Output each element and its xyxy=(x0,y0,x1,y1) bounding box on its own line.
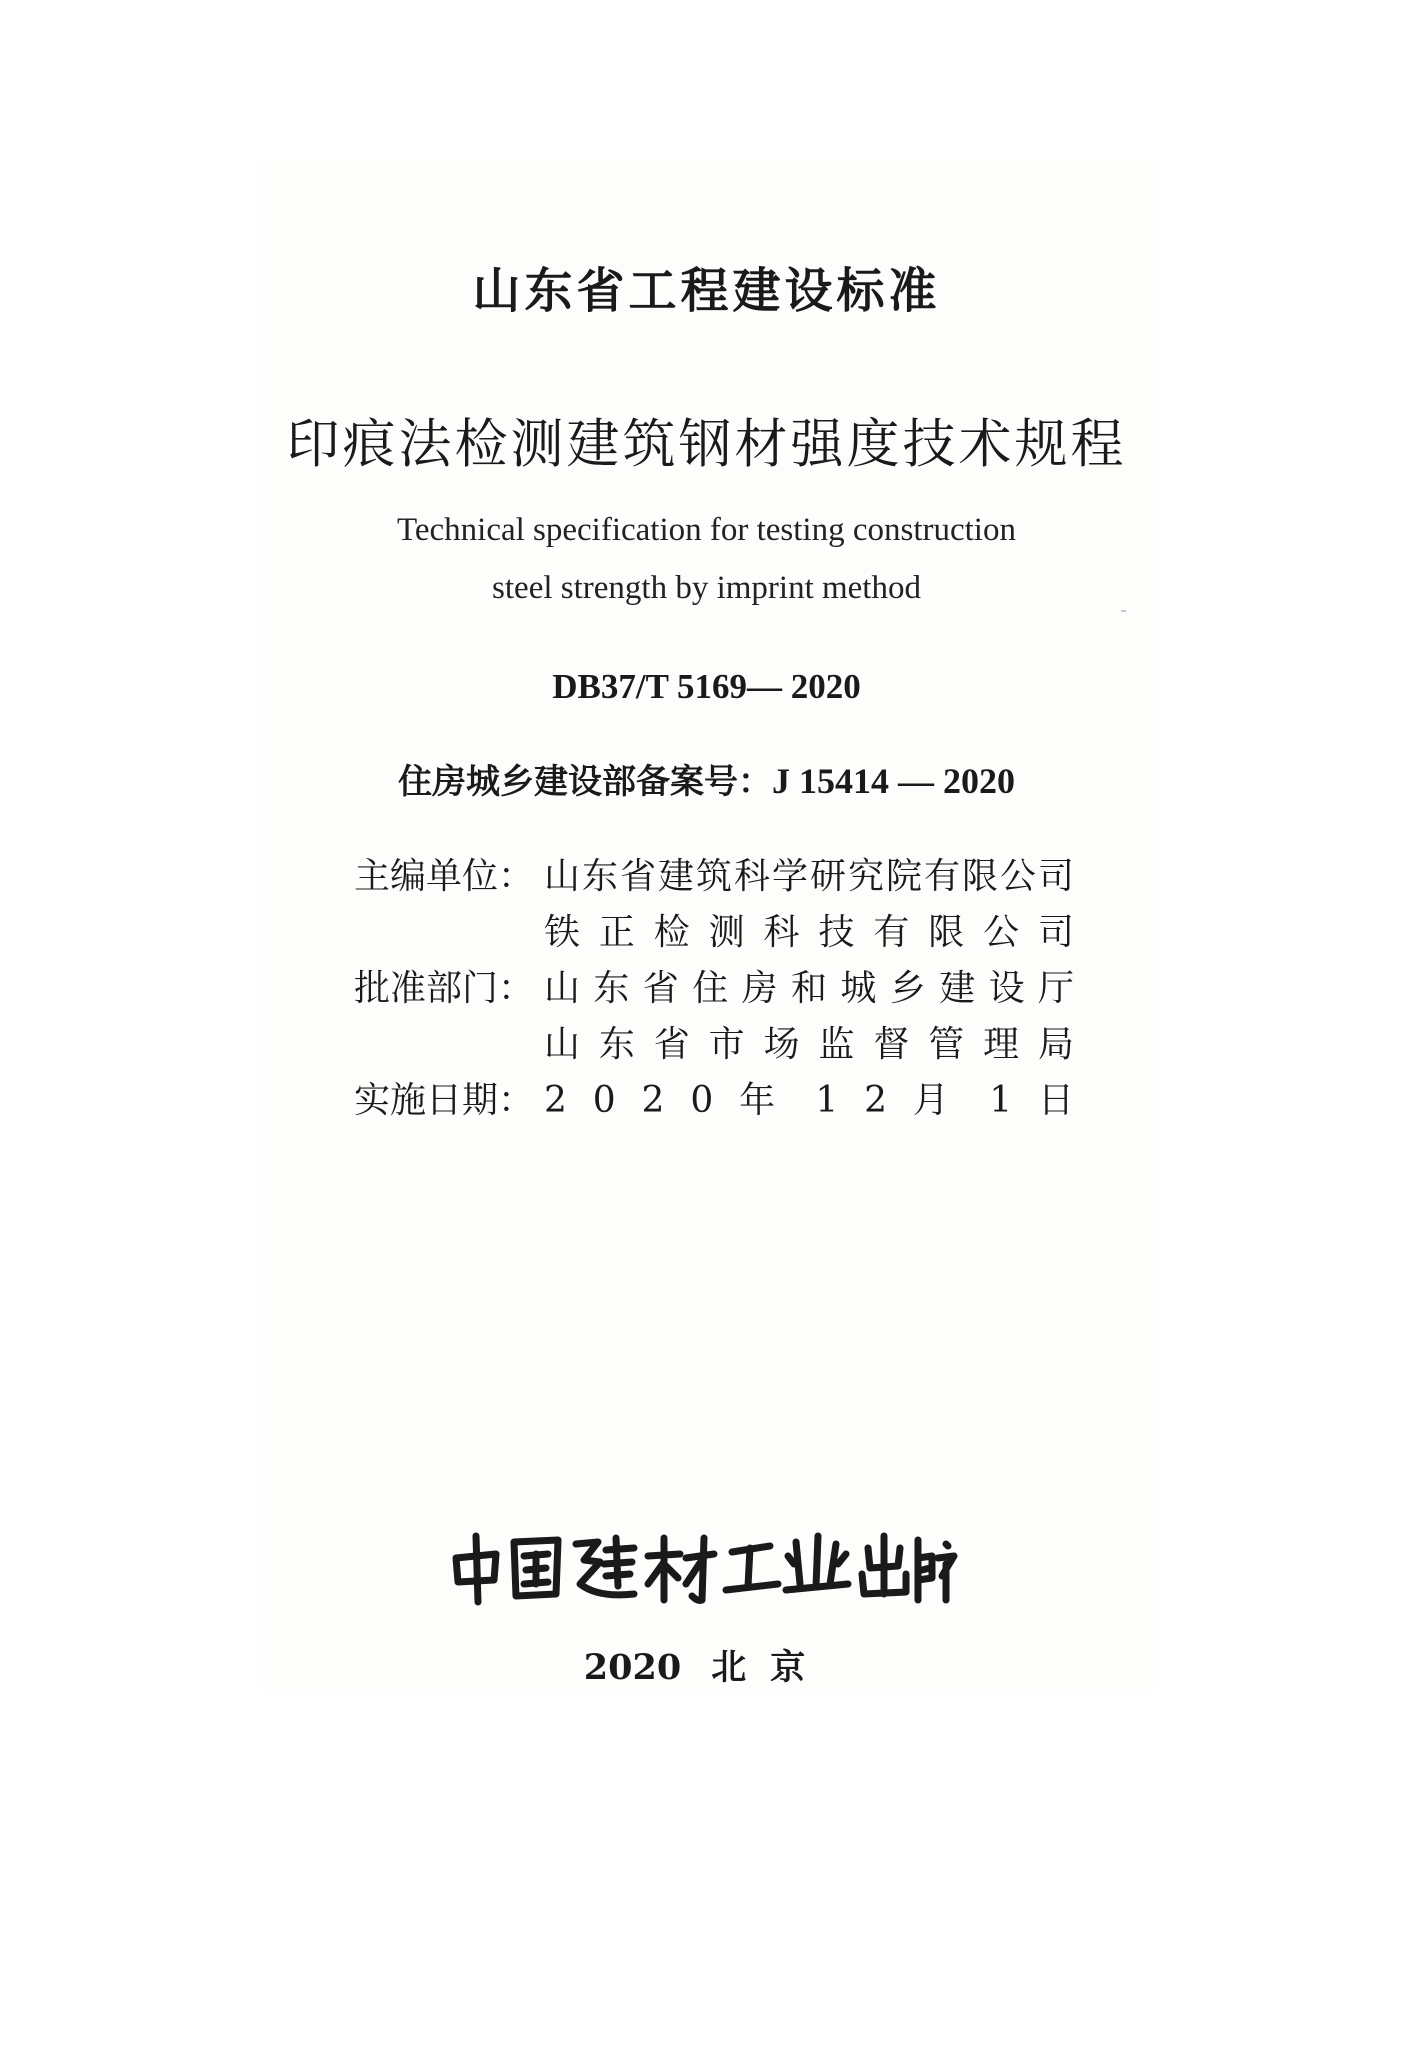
info-value-editor-2: 铁 正 检 测 科 技 有 限 公 司 xyxy=(544,911,1074,953)
record-number-label: 住房城乡建设部备案号： xyxy=(398,762,772,802)
info-row-effective-date xyxy=(354,1069,1074,1125)
document-title-english-line-1: Technical specification for testing construction xyxy=(397,512,1016,548)
info-row-approver xyxy=(354,957,1074,1013)
publisher-logo-svg xyxy=(448,1528,968,1608)
info-value-approver-2: 山 东 省 市 场 监 督 管 理 局 xyxy=(544,1023,1074,1065)
document-title-english-line-2: steel strength by imprint method xyxy=(492,570,921,606)
standard-number: DB37/T 5169— 2020 xyxy=(552,667,861,706)
info-row-editor-2 xyxy=(354,901,1074,957)
document-title-chinese: 印痕法检测建筑钢材强度技术规程 xyxy=(286,414,1127,475)
info-label-approver: 批准部门： xyxy=(354,967,535,1009)
footer-year: 2020 xyxy=(583,1647,682,1688)
info-value-approver-1: 山 东 省 住 房 和 城 乡 建 设 厅 xyxy=(544,967,1074,1009)
info-block xyxy=(354,845,1074,1125)
info-label-editor: 主编单位： xyxy=(354,855,535,897)
record-number xyxy=(0,754,1413,803)
info-row-editor xyxy=(354,845,1074,901)
footer-city: 北京 xyxy=(711,1647,830,1688)
scan-speck xyxy=(1121,610,1126,612)
info-label-effective-date: 实施日期： xyxy=(354,1079,535,1121)
publisher-calligraphy-logo xyxy=(448,1528,968,1608)
info-value-editor-1: 山东省建筑科学研究院有限公司 xyxy=(544,855,1074,897)
footer-imprint xyxy=(0,1640,1413,1690)
info-value-effective-date: 2 0 2 0 年 1 2 月 1 日 xyxy=(544,1079,1074,1121)
series-title: 山东省工程建设标准 xyxy=(472,263,941,319)
info-row-approver-2 xyxy=(354,1013,1074,1069)
record-number-value: J 15414 — 2020 xyxy=(772,761,1015,801)
